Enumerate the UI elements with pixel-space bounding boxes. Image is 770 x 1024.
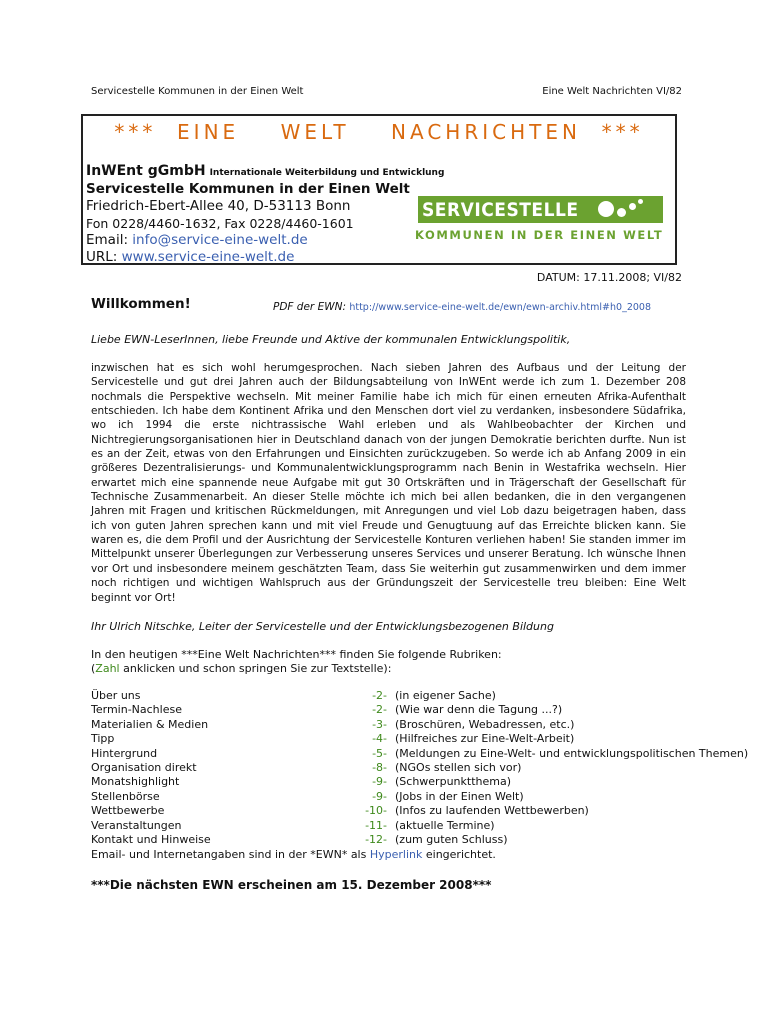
masthead-box xyxy=(81,114,677,265)
toc-section-description: (Broschüren, Webadressen, etc.) xyxy=(395,717,575,731)
toc-section-description: (aktuelle Termine) xyxy=(395,818,495,832)
toc-section-description: (zum guten Schluss) xyxy=(395,832,508,846)
toc-page-link[interactable]: -2- xyxy=(372,689,387,702)
toc-page-link[interactable]: -3- xyxy=(372,717,387,731)
masthead-title: *** EINE WELT NACHRICHTEN *** xyxy=(114,120,644,144)
pdf-line xyxy=(273,301,651,313)
editorial-text: inzwischen hat es sich wohl herumgesprochen. Nach sieben Jahren des Aufbaus und der Leitung der Servicestelle und gut drei Jahren auch der Bildungsabteilung von InWEnt werde ich zum 1. Dezember 208 nochmals die Perspektive wechseln. Mit meiner Familie habe ich mich für einen erneuten Afrika-Aufenthalt entschieden. Ich habe dem Kontinent Afrika und den Menschen dort viel zu verdanken, insbesondere Südafrika, wo ich 1994 die erste nichtrassische Wahl erleben und als Wahlbeobachter der Kirchen und Nichtregierungsorganisationen hier in Deutschland danach von der jungen Demokratie berichten durfte. Nun ist es an der Zeit, etwas von den Erfahrungen und Einsichten zurückzugeben. So werde ich ab Anfang 2009 in ein größeres Dezentralisierungs- und Kommunalentwicklungsprogramm nach Benin in Westafrika wechseln. Hier erwartet mich eine spannende neue Aufgabe mit gut 30 Ortskräften und in Trägerschaft der Gesellschaft für Technische Zusammenarbeit. An dieser Stelle möchte ich mich bei allen bedanken, die in den vergangenen Jahren mit Fragen und kritischen Rückmeldungen, mit Anregungen und viel Lob dazu beigetragen haben, dass ich von guten Jahren sprechen kann und mit viel Freude und Genugtuung auf das Erreichte blicken kann. Sie waren es, die dem Profil und der Ausrichtung der Servicestelle Konturen verliehen haben! Sie standen immer im Mittelpunkt unserer Überlegungen zur Verbesserung unseres Services und unserer Beratung. Ich wünsche Ihnen vor Ort und insbesondere meinem geschätzten Team, dass Sie weiterhin gut zusammenwirken und dem immer noch richtigen und wichtigen Wahlspruch aus der Gründungszeit der Servicestelle treu bleiben: Eine Welt beginnt vor Ort! xyxy=(91,362,686,604)
toc-section-description: (Meldungen zu Eine-Welt- und entwicklungspolitischen Themen) xyxy=(395,746,749,760)
logo-wordmark: SERVICESTELLE xyxy=(422,198,579,221)
running-header-left: Servicestelle Kommunen in der Einen Welt xyxy=(91,86,304,97)
toc-section-name: Über uns xyxy=(91,689,141,702)
unit-name: Servicestelle Kommunen in der Einen Welt xyxy=(86,181,410,197)
address: Friedrich-Ebert-Allee 40, D-53113 Bonn xyxy=(86,198,351,214)
toc-footer-post: eingerichtet. xyxy=(422,848,496,861)
toc-page-link[interactable]: -12- xyxy=(365,832,387,846)
toc-section-name: Hintergrund xyxy=(91,746,158,760)
toc-section-name: Materialien & Medien xyxy=(91,717,209,731)
email-link[interactable]: info@service-eine-welt.de xyxy=(132,232,308,248)
welcome-heading: Willkommen! xyxy=(91,296,191,312)
toc-page-link[interactable]: -2- xyxy=(372,703,387,717)
url-line xyxy=(86,249,294,265)
toc-footer xyxy=(91,848,496,861)
toc-page-link[interactable]: -5- xyxy=(372,746,387,760)
toc-section-name: Stellenbörse xyxy=(91,789,160,803)
phone-fax: Fon 0228/4460-1632, Fax 0228/4460-1601 xyxy=(86,216,354,231)
toc-section-name: Veranstaltungen xyxy=(91,818,182,832)
toc-page-link[interactable]: -10- xyxy=(365,804,387,818)
logo-dot-icon xyxy=(598,201,614,217)
hyperlink-word: Hyperlink xyxy=(369,848,423,861)
paren-open: ( xyxy=(91,662,96,675)
toc-section-description: (Schwerpunktthema) xyxy=(395,775,511,789)
toc-section-name: Organisation direkt xyxy=(91,760,197,774)
toc-section-description: (Jobs in der Einen Welt) xyxy=(395,789,524,803)
url-label: URL: xyxy=(86,249,122,265)
logo-dot-icon xyxy=(638,199,643,204)
next-issue-note: ***Die nächsten EWN erscheinen am 15. Dezember 2008*** xyxy=(91,878,492,892)
website-link[interactable]: www.service-eine-welt.de xyxy=(121,249,295,265)
toc-page-link[interactable]: -9- xyxy=(372,775,387,789)
toc-intro: In den heutigen ***Eine Welt Nachrichten*** finden Sie folgende Rubriken: xyxy=(91,648,502,661)
email-label: Email: xyxy=(86,232,133,248)
toc-section-name: Monatshighlight xyxy=(91,775,180,789)
servicestelle-logo xyxy=(418,196,663,223)
logo-dot-icon xyxy=(617,208,626,217)
pdf-link[interactable]: http://www.service-eine-welt.de/ewn/ewn-archiv.html#h0_2008 xyxy=(349,302,651,313)
toc-section-name: Termin-Nachlese xyxy=(91,703,182,717)
toc-instruction xyxy=(91,662,391,675)
org-line xyxy=(86,163,444,179)
org-name: InWEnt gGmbH xyxy=(86,163,206,179)
toc-section-name: Wettbewerbe xyxy=(91,804,165,818)
running-header-right: Eine Welt Nachrichten VI/82 xyxy=(542,86,682,97)
issue-date: DATUM: 17.11.2008; VI/82 xyxy=(536,271,682,284)
toc-footer-pre: Email- und Internetangaben sind in der *EWN* als xyxy=(91,848,370,861)
toc-page-link[interactable]: -4- xyxy=(372,732,387,746)
toc-page-link[interactable]: -9- xyxy=(372,789,387,803)
email-line xyxy=(86,232,308,248)
toc-section-description: (NGOs stellen sich vor) xyxy=(395,760,522,774)
greeting: Liebe EWN-LeserInnen, liebe Freunde und Aktive der kommunalen Entwicklungspolitik, xyxy=(91,333,571,346)
pdf-label: PDF der EWN: xyxy=(273,301,350,313)
instruction-rest: anklicken und schon springen Sie zur Textstelle): xyxy=(119,662,392,675)
logo-dot-icon xyxy=(629,203,636,210)
toc-section-description: (in eigener Sache) xyxy=(395,689,496,702)
zahl-word: Zahl xyxy=(95,662,120,675)
toc-section-description: (Wie war denn die Tagung ...?) xyxy=(395,703,563,717)
toc-page-link[interactable]: -11- xyxy=(365,818,387,832)
logo-tagline: KOMMUNEN IN DER EINEN WELT xyxy=(415,228,664,242)
toc-section-description: (Infos zu laufenden Wettbewerben) xyxy=(395,804,589,818)
signature: Ihr Ulrich Nitschke, Leiter der Servicestelle und der Entwicklungsbezogenen Bildung xyxy=(91,620,554,633)
toc-section-description: (Hilfreiches zur Eine-Welt-Arbeit) xyxy=(395,732,575,746)
toc-page-link[interactable]: -8- xyxy=(372,760,387,774)
toc-section-name: Tipp xyxy=(91,732,115,746)
org-subtitle: Internationale Weiterbildung und Entwicklung xyxy=(209,168,445,178)
toc-section-name: Kontakt und Hinweise xyxy=(91,832,211,846)
